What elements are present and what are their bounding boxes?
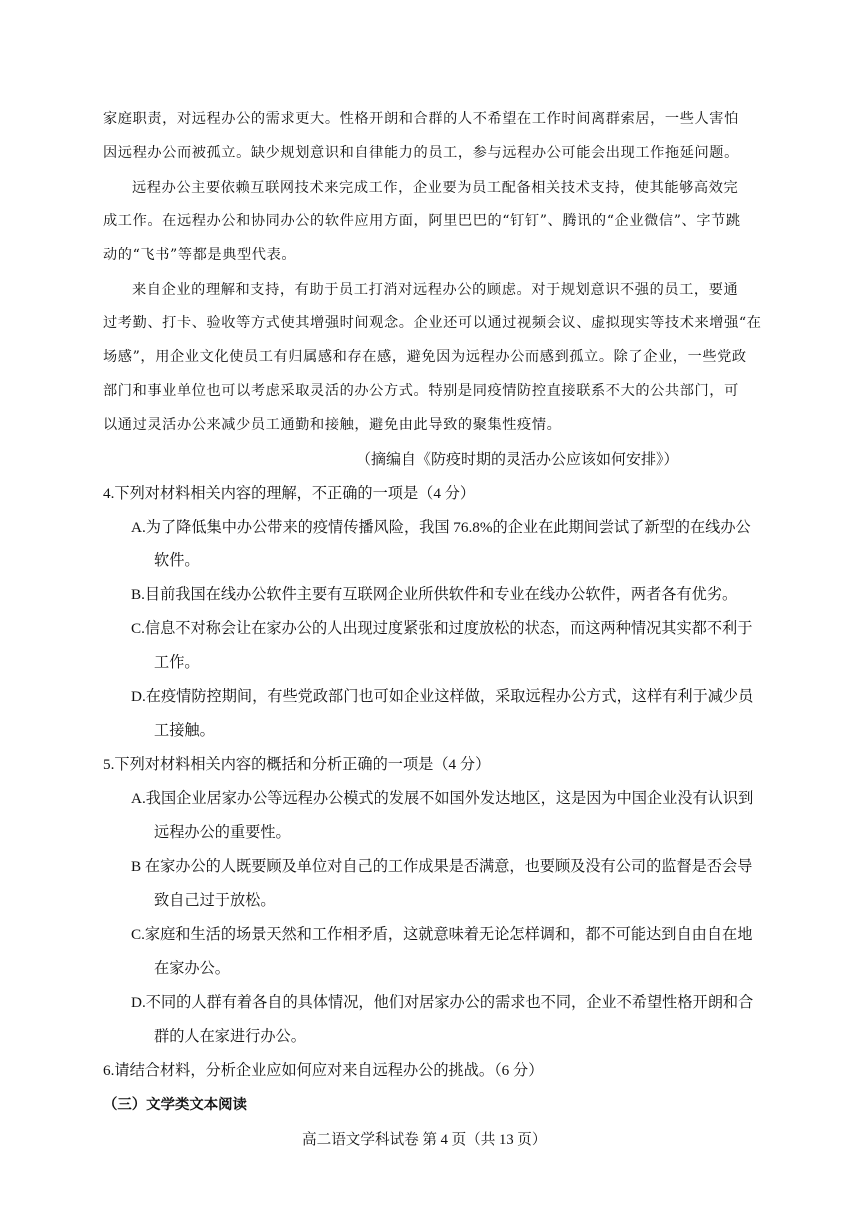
passage-p3-line2: 过考勤、打卡、验收等方式使其增强时间观念。企业还可以通过视频会议、虚拟现实等技术来增强“在 [103,315,762,331]
passage-p3-line5: 以通过灵活办公来减少员工通勤和接触，避免由此导致的聚集性疫情。 [103,417,562,433]
passage-p2-line1: 远程办公主要依赖互联网技术来完成工作，企业要为员工配备相关技术支持，使其能够高效完 [132,180,739,196]
question-4-option-c-line2: 工作。 [154,654,200,671]
section-heading: （三）文学类文本阅读 [103,1097,247,1113]
page-footer: 高二语文学科试卷 第 4 页（共 13 页） [302,1132,547,1148]
question-5-stem: 5.下列对材料相关内容的概括和分析正确的一项是（4 分） [103,756,491,773]
passage-p3-line3: 场感”，用企业文化使员工有归属感和存在感，避免因为远程办公而感到孤立。除了企业，一些党政 [103,349,747,365]
question-6-stem: 6.请结合材料，分析企业应如何应对来自远程办公的挑战。（6 分） [103,1062,544,1079]
question-5-option-d-line2: 群的人在家进行办公。 [154,1028,306,1045]
question-5-option-b-line1: B 在家办公的人既要顾及单位对自己的工作成果是否满意，也要顾及没有公司的监督是否会导 [131,858,753,875]
question-4-option-a-line1: A.为了降低集中办公带来的疫情传播风险，我国 76.8%的企业在此期间尝试了新型的在线办公 [131,519,751,536]
question-4-stem: 4.下列对材料相关内容的理解，不正确的一项是（4 分） [103,485,476,502]
question-4-option-c-line1: C.信息不对称会让在家办公的人出现过度紧张和过度放松的状态，而这两种情况其实都不利于 [131,620,753,637]
question-5-option-b-line2: 致自己过于放松。 [154,892,276,909]
passage-p3-line4: 部门和事业单位也可以考虑采取灵活的办公方式。特别是同疫情防控直接联系不大的公共部门，可 [103,383,739,399]
passage-p2-line2: 成工作。在远程办公和协同办公的软件应用方面，阿里巴巴的“钉钉”、腾讯的“企业微信”、字节跳 [103,213,741,229]
question-4-option-d-line2: 工接触。 [154,722,215,739]
passage-p2-line3: 动的“飞书”等都是典型代表。 [103,247,297,263]
question-5-option-a-line1: A.我国企业居家办公等远程办公模式的发展不如国外发达地区，这是因为中国企业没有认识到 [131,790,754,807]
question-4-option-b: B.目前我国在线办公软件主要有互联网企业所供软件和专业在线办公软件，两者各有优劣。 [131,586,738,603]
question-5-option-d-line1: D.不同的人群有着各自的具体情况，他们对居家办公的需求也不同，企业不希望性格开朗和合 [131,994,754,1011]
passage-source: （摘编自《防疫时期的灵活办公应该如何安排》） [356,452,679,468]
question-5-option-c-line2: 在家办公。 [154,960,230,977]
question-4-option-a-line2: 软件。 [154,552,200,569]
passage-p3-line1: 来自企业的理解和支持，有助于员工打消对远程办公的顾虑。对于规划意识不强的员工，要通 [132,282,739,298]
passage-p1-line2: 因远程办公而被孤立。缺少规划意识和自律能力的员工，参与远程办公可能会出现工作拖延问题。 [103,145,739,161]
question-5-option-a-line2: 远程办公的重要性。 [154,824,291,841]
question-5-option-c-line1: C.家庭和生活的场景天然和工作相矛盾，这就意味着无论怎样调和，都不可能达到自由自在地 [131,926,753,943]
passage-p1-line1: 家庭职责，对远程办公的需求更大。性格开朗和合群的人不希望在工作时间离群索居，一些人害怕 [103,111,739,127]
question-4-option-d-line1: D.在疫情防控期间，有些党政部门也可如企业这样做，采取远程办公方式，这样有利于减少员 [131,688,754,705]
